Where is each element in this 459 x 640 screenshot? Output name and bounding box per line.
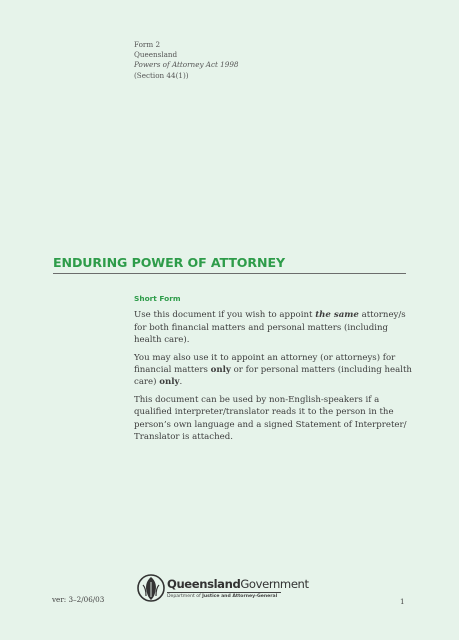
section-ref: (Section 44(1)) — [134, 70, 189, 80]
dept-name-bold: Justice and Attorney-General — [202, 594, 278, 599]
document-title: ENDURING POWER OF ATTORNEY — [53, 255, 285, 270]
p1-text-b: attorney/s for both financial matters and personal matters (including health care). — [134, 310, 406, 346]
version-label: ver: 3–2/06/03 — [52, 595, 105, 604]
p2-text-b: or for personal matters (including health care) — [134, 365, 412, 388]
dept-prefix: Department of — [167, 594, 203, 599]
document-body — [134, 293, 412, 448]
department-name — [167, 594, 277, 599]
form-header — [134, 40, 238, 81]
paragraph-2 — [134, 352, 412, 389]
title-divider — [53, 273, 406, 274]
emphasis-same: the same — [315, 310, 359, 321]
emphasis-only-1: only — [210, 365, 231, 376]
logo-divider — [167, 592, 281, 593]
paragraph-1 — [134, 309, 412, 346]
paragraph-3: This document can be used by non-English-speakers if a qualified interpreter/translator reads it to the person in the person’s own language and a signed Statement of Interpreter/ Translator is attached. — [134, 394, 407, 443]
logo-wordmark — [167, 577, 309, 591]
emphasis-only-2: only — [159, 377, 180, 388]
p2-text-a: You may also use it to appoint an attorney (or attorneys) for financial matters — [134, 352, 396, 376]
subheading: Short Form — [134, 294, 181, 303]
queensland-crest-icon — [137, 573, 165, 603]
form-number: Form 2 — [134, 40, 161, 49]
page-number: 1 — [400, 597, 405, 606]
act-name: Powers of Attorney Act 1998 — [134, 60, 239, 70]
queensland-government-logo — [137, 572, 309, 606]
logo-regular-text: Government — [240, 577, 309, 591]
p1-text-a: Use this document if you wish to appoint — [134, 310, 316, 321]
logo-bold-text: Queensland — [167, 577, 241, 591]
state-name: Queensland — [134, 50, 178, 60]
p2-text-c: . — [179, 377, 183, 388]
